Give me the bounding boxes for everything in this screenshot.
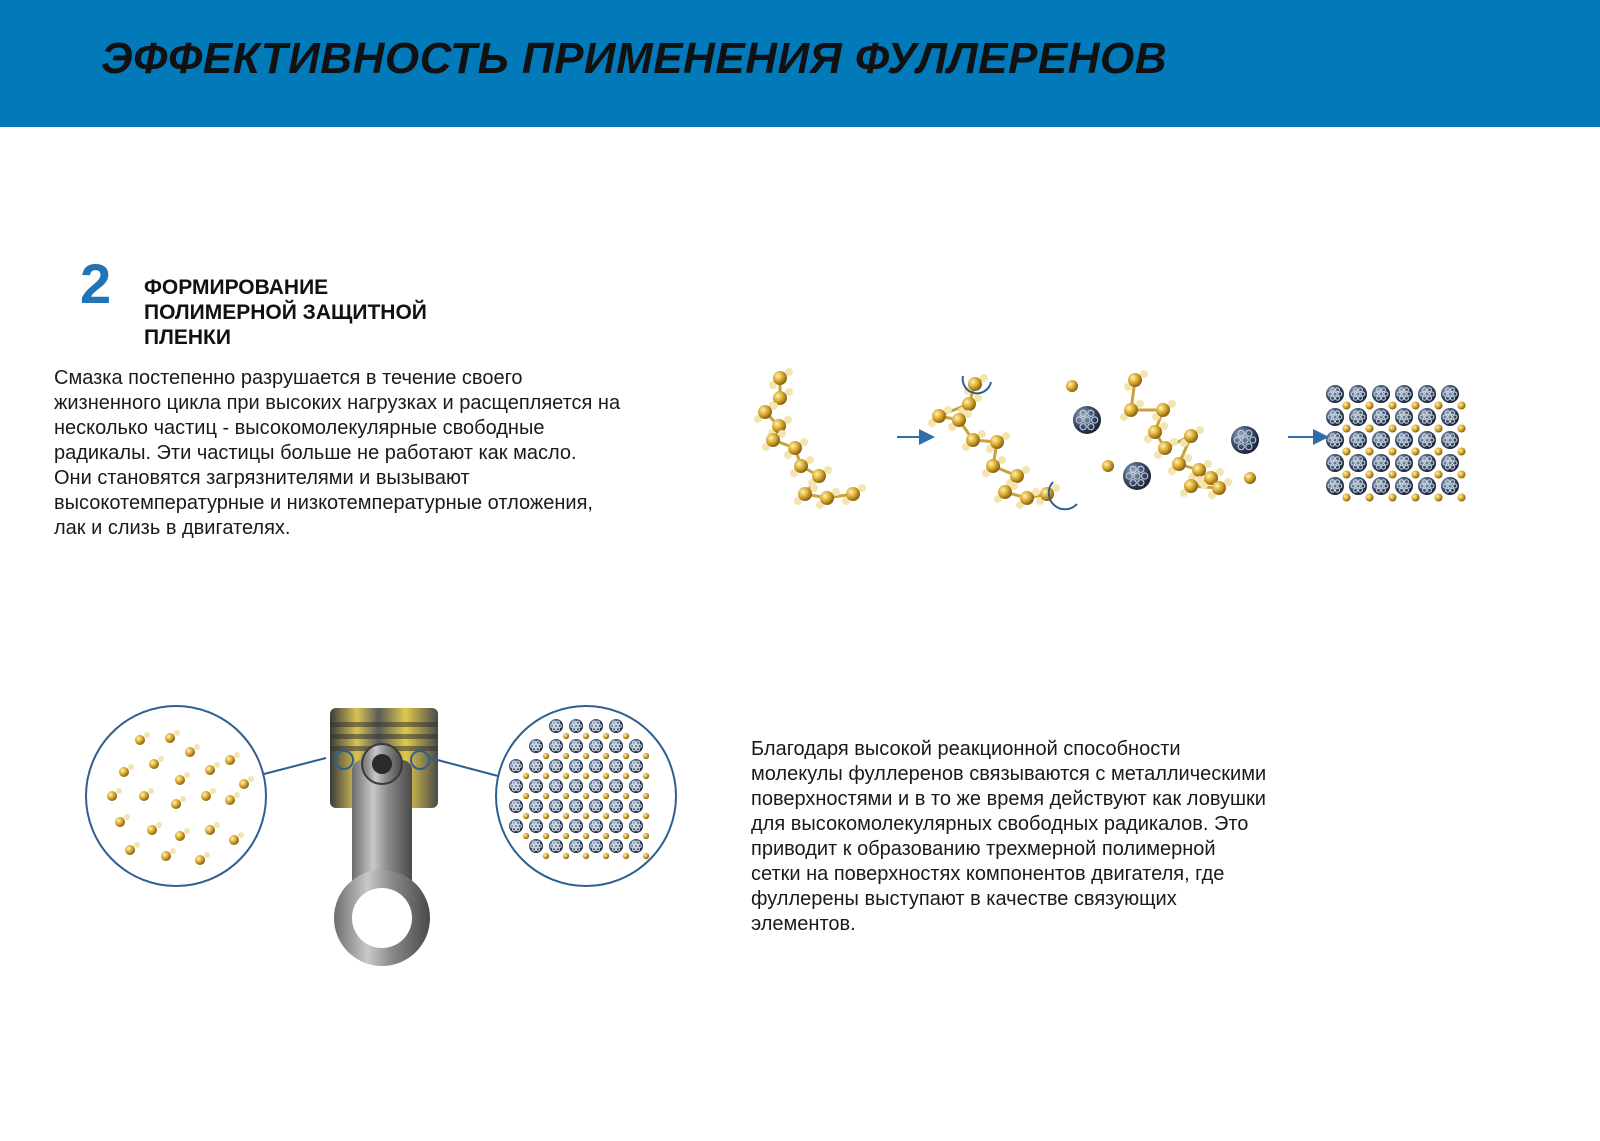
- molecule-chain-icon: [1066, 370, 1256, 499]
- paragraph-line: лак и слизь в двигателях.: [54, 517, 291, 539]
- molecule-chain-icon: [754, 368, 866, 509]
- callout-line: [264, 758, 326, 774]
- title-banner: [0, 0, 1600, 127]
- paragraph-line: жизненного цикла при высоких нагрузках и расщепляется на: [54, 392, 621, 414]
- callout-line: [430, 758, 498, 776]
- heading-line: ФОРМИРОВАНИЕ: [144, 276, 329, 299]
- paragraph-line: радикалы. Эти частицы больше не работают как масло.: [54, 442, 577, 464]
- section-heading: [144, 275, 504, 350]
- process-diagram: [735, 370, 1495, 530]
- paragraph-line: приводит к образованию трехмерной полимерной: [751, 838, 1216, 860]
- piston-icon: [330, 708, 438, 966]
- heading-line: ПЛЕНКИ: [144, 326, 231, 349]
- paragraph-line: Благодаря высокой реакционной способности: [751, 738, 1181, 760]
- paragraph-line: высокотемпературные и низкотемпературные отложения,: [54, 492, 593, 514]
- paragraph-line: Они становятся загрязнителями и вызывают: [54, 467, 470, 489]
- heading-line: ПОЛИМЕРНОЙ ЗАЩИТНОЙ: [144, 301, 427, 324]
- page-title: ЭФФЕКТИВНОСТЬ ПРИМЕНЕНИЯ ФУЛЛЕРЕНОВ: [101, 34, 1167, 83]
- paragraph-line: Смазка постепенно разрушается в течение своего: [54, 367, 523, 389]
- paragraph-line: сетки на поверхностях компонентов двигателя, где: [751, 863, 1225, 885]
- paragraph-line: несколько частиц - высокомолекулярные свободные: [54, 417, 545, 439]
- section-paragraph: [54, 366, 714, 541]
- molecule-chain-icon: [928, 374, 1060, 509]
- paragraph-line: поверхностями и в то же время действуют как ловушки: [751, 788, 1266, 810]
- section-number: 2: [80, 252, 112, 315]
- explanation-paragraph: [751, 737, 1391, 937]
- paragraph-line: для высокомолекулярных свободных радикалов. Это: [751, 813, 1249, 835]
- polymer-grid-icon: [1326, 385, 1466, 502]
- piston-illustration: [80, 700, 700, 990]
- paragraph-line: молекулы фуллеренов связываются с металлическими: [751, 763, 1267, 785]
- paragraph-line: элементов.: [751, 913, 856, 935]
- paragraph-line: фуллерены выступают в качестве связующих: [751, 888, 1177, 910]
